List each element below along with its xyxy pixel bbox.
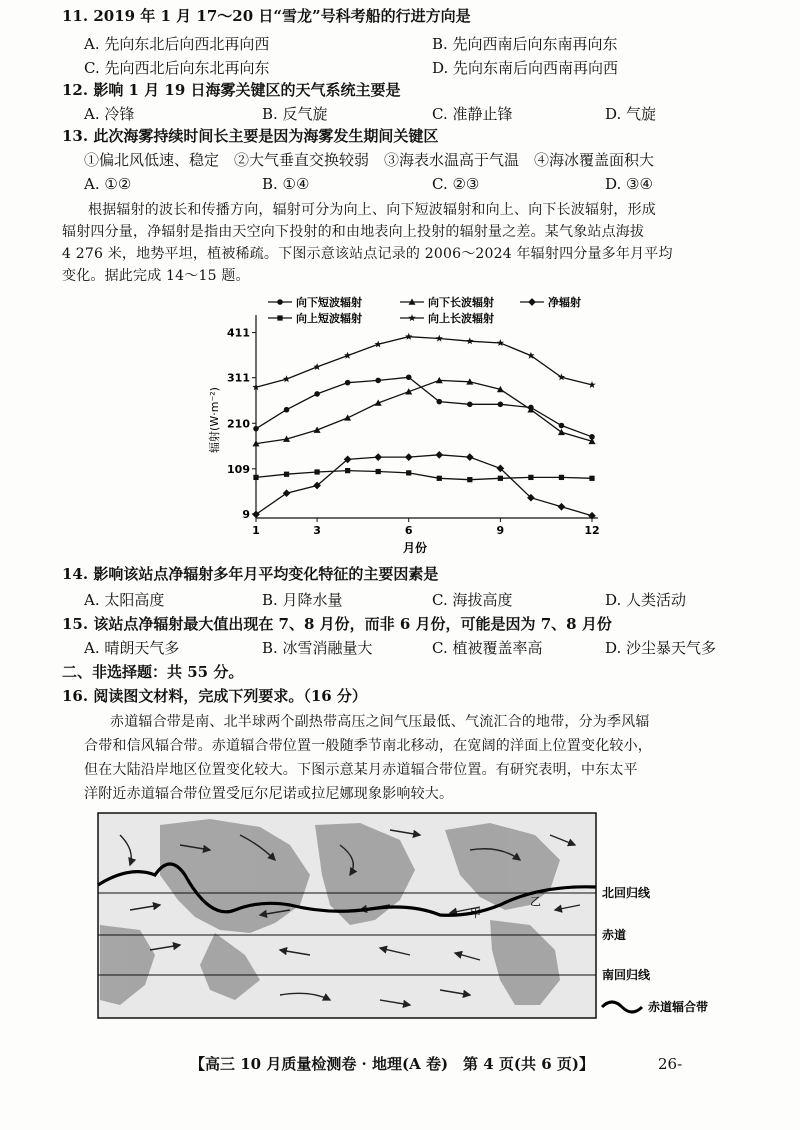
legend-label: 向下长波辐射 [428,296,494,309]
q16-passage-line1: 赤道辐合带是南、北半球两个副热带高压之间气压最低、气流汇合的地带，分为季风辐 [110,714,650,730]
legend-marker [277,315,282,320]
q13-option-b: B. ①④ [262,175,310,193]
q15-option-b: B. 冰雪消融量大 [262,639,373,657]
data-point [528,475,533,480]
x-axis-label: 月份 [402,541,428,555]
x-tick-label: 9 [496,524,505,537]
q13-stem: 13. 此次海雾持续时间长主要是因为海雾发生期间关键区 [62,127,439,145]
q16-stem: 16. 阅读图文材料，完成下列要求。（16 分） [62,687,367,705]
data-point [406,470,411,475]
chart-legend [268,295,581,325]
itcz-legend-label: 赤道辐合带 [648,1000,709,1014]
tropic-of-capricorn-label: 南回归线 [602,968,651,982]
legend-label: 向下短波辐射 [296,296,362,309]
data-point [313,363,320,370]
q15-option-c: C. 植被覆盖率高 [432,639,543,657]
q12-option-d: D. 气旋 [605,105,657,123]
legend-label: 向上短波辐射 [296,312,362,325]
series-square [253,468,594,482]
q13-option-d: D. ③④ [605,175,653,193]
data-point [345,468,350,473]
q13-option-a: A. ①② [84,175,132,193]
q16-passage-line4: 洋附近赤道辐合带位置受厄尔尼诺或拉尼娜现象影响较大。 [84,786,454,802]
tropic-of-cancer-label: 北回归线 [602,886,651,900]
legend-marker [528,298,536,306]
series-star [252,333,595,391]
series-circle [253,374,595,439]
q15-option-d: D. 沙尘暴天气多 [605,639,717,657]
data-point [558,503,566,511]
data-point [375,341,382,348]
q12-option-b: B. 反气旋 [262,105,328,123]
q14-option-c: C. 海拔高度 [432,591,513,609]
q11-option-a: A. 先向东北后向西北再向西 [84,35,270,53]
legend-label: 净辐射 [548,296,581,309]
x-tick-label: 12 [584,524,600,537]
data-point [344,414,351,420]
passage1-line3: 4 276 米，地势平坦，植被稀疏。下图示意该站点记录的 2006～2024 年辐射四分量多年月平均 [62,246,673,262]
data-point [435,451,443,459]
data-point [314,469,319,474]
series-diamond [252,451,596,520]
data-point [559,423,565,429]
data-point [466,453,474,461]
passage1-line4: 变化。据此完成 14～15 题。 [62,268,250,284]
series-line [256,471,592,480]
x-tick-label: 1 [252,524,260,537]
data-point [497,339,504,346]
x-tick-label: 6 [404,524,413,537]
q12-stem: 12. 影响 1 月 19 日海雾关键区的天气系统主要是 [62,81,401,99]
passage1-line1: 根据辐射的波长和传播方向，辐射可分为向上、向下短波辐射和向上、向下长波辐射，形成 [88,202,656,218]
data-point [376,469,381,474]
data-point [467,402,473,408]
legend-marker [277,299,283,305]
q12-option-c: C. 准静止锋 [432,105,513,123]
footer-text: 【高三 10 月质量检测卷 · 地理(A 卷) 第 4 页(共 6 页)】 [190,1055,594,1073]
data-point [498,402,504,408]
data-point [314,391,320,397]
y-axis-label: 辐射(W·m⁻²) [208,387,221,453]
q11-option-c: C. 先向西北后向东北再向东 [84,59,270,77]
q11-option-d: D. 先向东南后向西南再向西 [432,59,619,77]
y-tick-label: 109 [227,462,250,476]
data-point [375,378,381,384]
q12-option-a: A. 冷锋 [84,105,135,123]
data-point [588,381,595,388]
q16-passage-line2: 合带和信风辐合带。赤道辐合带位置一般随季节南北移动，在宽阔的洋面上位置变化较小， [84,738,652,754]
q14-option-b: B. 月降水量 [262,591,343,609]
legend-label: 向上长波辐射 [428,312,494,325]
y-tick-label: 9 [242,507,250,521]
point-jia-label: 甲 [470,907,481,920]
series-line [256,337,592,388]
radiation-chart [200,290,630,565]
section-2-heading: 二、非选择题：共 55 分。 [62,663,244,681]
data-point [344,352,351,359]
legend-marker [408,314,415,321]
q11-stem: 11. 2019 年 1 月 17～20 日“雪龙”号科考船的行进方向是 [62,7,471,25]
data-point [437,476,442,481]
data-point [252,511,260,519]
footer-code: 26- [658,1055,683,1073]
data-point [284,407,290,413]
x-tick-label: 3 [313,524,321,537]
data-point [253,475,258,480]
series-triangle [253,377,596,446]
data-point [467,477,472,482]
passage1-line2: 辐射四分量，净辐射是指由天空向下投射的和由地表向上投射的辐射量之差。某气象站点海拔 [62,224,645,240]
data-point [436,399,442,405]
y-tick-label: 210 [227,417,250,431]
itcz-legend-symbol [602,1002,642,1012]
series-line [256,455,592,516]
equator-label: 赤道 [602,928,627,942]
itcz-map [60,805,750,1030]
data-point [559,475,564,480]
y-tick-label: 411 [227,326,250,340]
data-point [253,426,259,432]
q15-stem: 15. 该站点净辐射最大值出现在 7、8 月份，而非 6 月份，可能是因为 7、8 月份 [62,615,612,633]
q13-option-c: C. ②③ [432,175,480,193]
data-point [405,453,413,461]
data-point [284,472,289,477]
data-point [466,337,473,344]
q14-option-d: D. 人类活动 [605,591,687,609]
q15-option-a: A. 晴朗天气多 [84,639,180,657]
data-point [589,476,594,481]
q13-choices: ①偏北风低速、稳定 ②大气垂直交换较弱 ③海表水温高于气温 ④海冰覆盖面积大 [84,151,655,169]
q14-option-a: A. 太阳高度 [84,591,165,609]
data-point [498,476,503,481]
data-point [374,453,382,461]
q11-option-b: B. 先向西南后向东南再向东 [432,35,618,53]
data-point [558,373,565,380]
data-point [406,374,412,380]
q16-passage-line3: 但在大陆沿岸地区位置变化较大。下图示意某月赤道辐合带位置。有研究表明，中东太平 [84,762,638,778]
y-tick-label: 311 [227,371,250,385]
point-yi-label: 乙 [530,895,541,908]
data-point [283,489,291,497]
data-point [345,380,351,386]
q14-stem: 14. 影响该站点净辐射多年月平均变化特征的主要因素是 [62,565,439,583]
